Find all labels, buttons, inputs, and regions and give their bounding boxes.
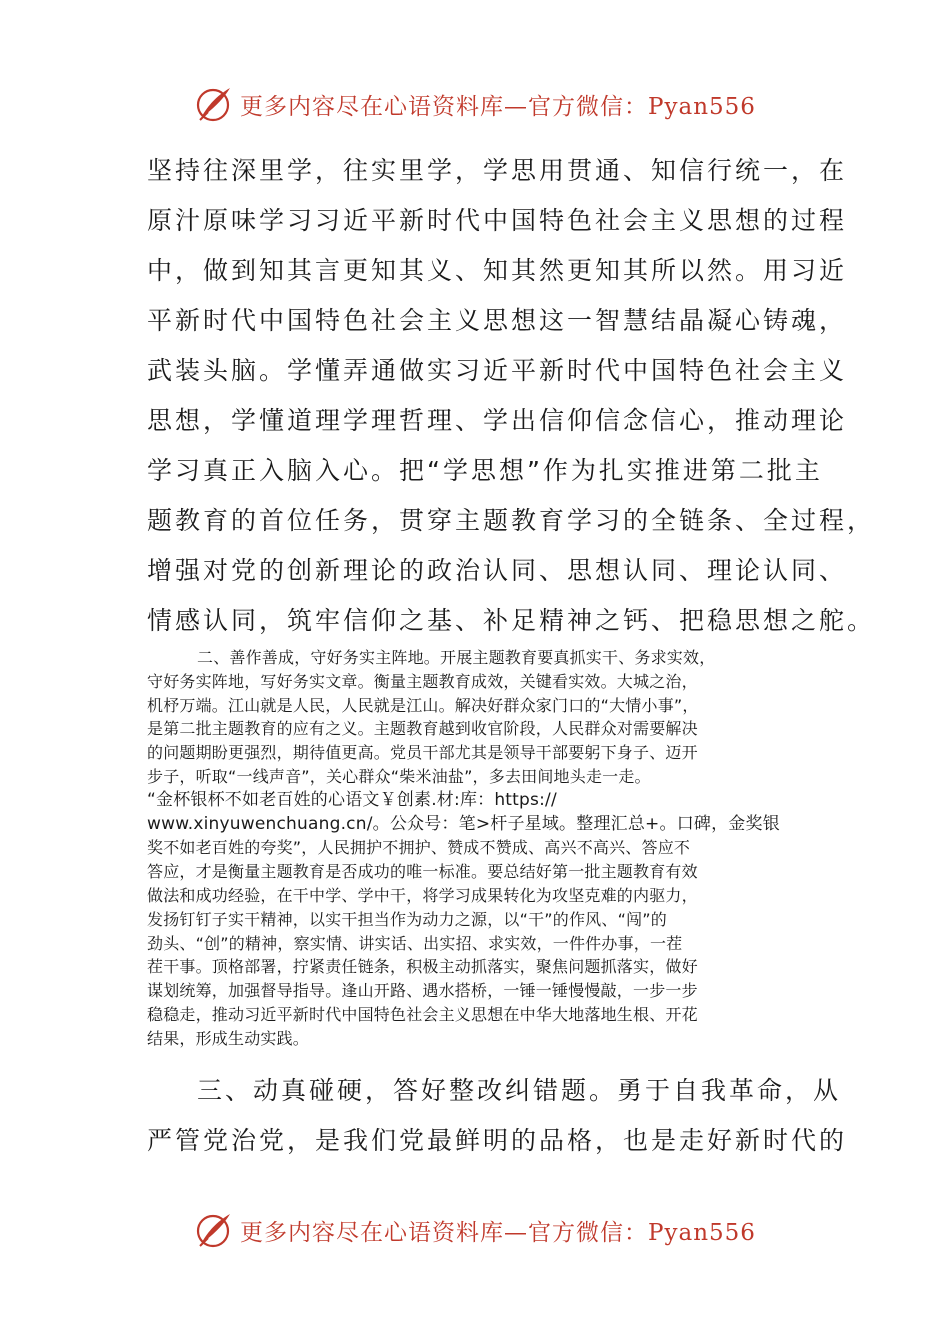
text-line: 劲头、“创”的精神，察实情、讲实话、出实招、求实效，一件件办事，一茬 — [147, 933, 683, 953]
banner-text: 更多内容尽在心语资料库—官方微信：Pyan556 — [240, 93, 756, 120]
text-line: 三、动真碰硬，答好整改纠错题。勇于自我革命，从 — [197, 1076, 842, 1105]
text-line: 学习真正入脑入心。把“学思想”作为扎实推进第二批主 — [147, 456, 823, 485]
text-line: 严管党治党，是我们党最鲜明的品格，也是走好新时代的 — [147, 1126, 848, 1155]
text-line: 答应，才是衡量主题教育是否成功的唯一标准。要总结好第一批主题教育有效 — [147, 862, 698, 882]
text-line: 谋划统筹，加强督导指导。逢山开路、遇水搭桥，一锤一锤慢慢敲，一步一步 — [147, 981, 698, 1001]
text-line: 题教育的首位任务，贯穿主题教育学习的全链条、全过程， — [147, 506, 876, 535]
paragraph-bottom — [147, 1066, 848, 1166]
text-line: 做法和成功经验，在干中学、学中干，将学习成果转化为攻坚克难的内驱力， — [147, 885, 698, 905]
text-line: 发扬钉钉子实干精神，以实干担当作为动力之源，以“干”的作风、“闯”的 — [147, 909, 667, 929]
text-line: 的问题期盼更强烈，期待值更高。党员干部尤其是领导干部要躬下身子、迈开 — [147, 743, 698, 763]
paragraph-top — [147, 146, 876, 646]
text-line: 步子，听取“一线声音”，关心群众“柴米油盐”，多去田间地头走一走。 — [147, 766, 651, 786]
text-line: 情感认同，筑牢信仰之基、补足精神之钙、把稳思想之舵。 — [147, 606, 876, 635]
text-line: 增强对党的创新理论的政治认同、思想认同、理论认同、 — [147, 556, 848, 585]
text-line: www.xinyuwenchuang.cn/。公众号：笔>杆子星域。整理汇总+。口碑，金奖银 — [147, 813, 780, 834]
text-line: 中，做到知其言更知其义、知其然更知其所以然。用习近 — [147, 256, 848, 285]
text-line: 结果，形成生动实践。 — [147, 1028, 310, 1048]
text-line: 二、善作善成，守好务实主阵地。开展主题教育要真抓实干、务求实效， — [197, 648, 716, 667]
text-line: 思想，学懂道理学理哲理、学出信仰信念信心，推动理论 — [147, 406, 848, 435]
text-line: 是第二批主题教育的应有之义。主题教育越到收官阶段，人民群众对需要解决 — [147, 719, 698, 739]
header-banner — [0, 82, 950, 126]
text-line: 稳稳走，推动习近平新时代中国特色社会主义思想在中华大地落地生根、开花 — [147, 1004, 698, 1024]
footer-banner — [0, 1208, 950, 1252]
text-line: 茬干事。顶格部署，拧紧责任链条，积极主动抓落实，聚焦问题抓落实，做好 — [147, 957, 698, 977]
text-line: 机杼万端。江山就是人民，人民就是江山。解决好群众家门口的“大情小事”， — [147, 695, 699, 715]
text-line: “金杯银杯不如老百姓的心语文￥创素.材:库：https:// — [147, 789, 557, 810]
feather-pen-logo-icon — [194, 84, 234, 124]
text-line: 平新时代中国特色社会主义思想这一智慧结晶凝心铸魂， — [147, 306, 848, 335]
paragraph-small — [147, 646, 799, 1051]
text-line: 奖不如老百姓的夸奖”，人民拥护不拥护、赞成不赞成、高兴不高兴、答应不 — [147, 838, 691, 858]
banner-text: 更多内容尽在心语资料库—官方微信：Pyan556 — [240, 1219, 756, 1246]
feather-pen-logo-icon — [194, 1210, 234, 1250]
text-line: 武装头脑。学懂弄通做实习近平新时代中国特色社会主义 — [147, 356, 848, 385]
text-line: 坚持往深里学，往实里学，学思用贯通、知信行统一，在 — [147, 156, 848, 185]
text-line: 守好务实阵地，写好务实文章。衡量主题教育成效，关键看实效。大城之治， — [147, 671, 698, 691]
text-line: 原汁原味学习习近平新时代中国特色社会主义思想的过程 — [147, 206, 848, 235]
